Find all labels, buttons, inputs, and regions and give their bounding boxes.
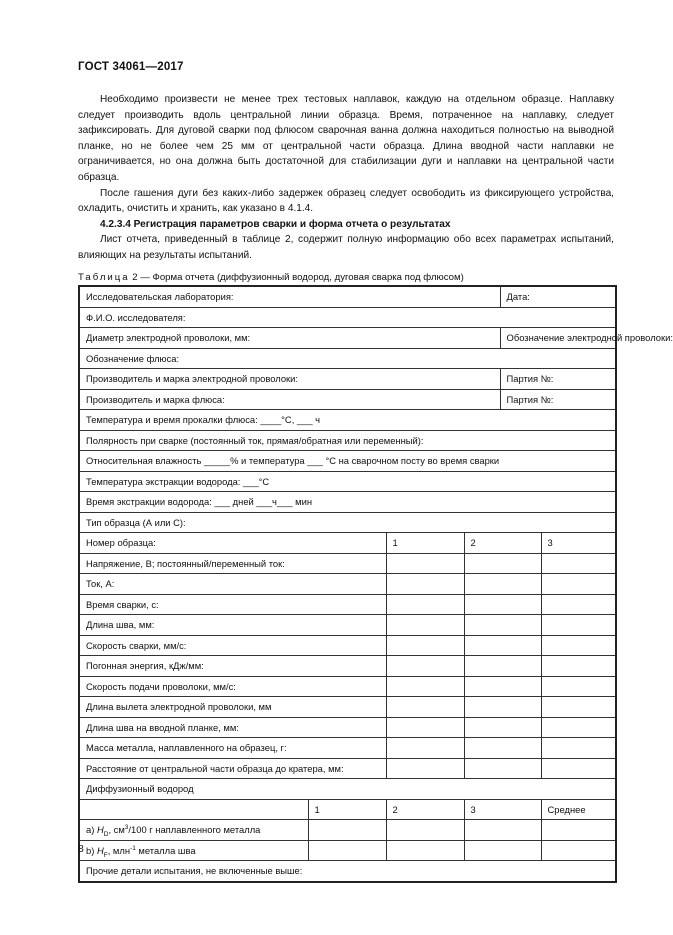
paragraph: Необходимо произвести не менее трех тестовых наплавок, каждую на отдельном образце. Наплавку следует производить вдоль центральной линии образца. Время, потраченное на наплавку, следует зафиксировать. Для дуговой сварки под флюсом сварочная ванна должна находиться полностью на выводной планке, но не более чем 25 мм от центральной части образца. Длина вводной части наплавки не ограничивается, но она должна быть достаточной для стабилизации дуги и наплавки на центральной части образца. [78, 94, 614, 183]
value-cell[interactable] [541, 574, 616, 595]
value-cell[interactable] [386, 635, 464, 656]
value-cell[interactable] [386, 574, 464, 595]
hd-prefix: а) [86, 824, 97, 836]
table-row [79, 286, 616, 307]
hd-rest: /100 г наплавленного металла [128, 824, 261, 836]
paragraph: Лист отчета, приведенный в таблице 2, содержит полную информацию обо всех параметрах испытаний, влияющих на результаты испытаний. [78, 234, 614, 261]
field-flux-maker[interactable]: Производитель и марка флюса: [79, 389, 500, 410]
field-wire-diameter[interactable]: Диаметр электродной проволоки, мм: [79, 328, 500, 349]
value-cell[interactable] [464, 676, 541, 697]
value-cell[interactable] [464, 635, 541, 656]
table-row [79, 656, 616, 677]
value-cell[interactable] [464, 738, 541, 759]
value-cell[interactable] [386, 697, 464, 718]
table-row [79, 615, 616, 636]
value-cell[interactable] [541, 820, 616, 841]
row-label: Скорость сварки, мм/с: [79, 635, 386, 656]
col-header: 3 [464, 799, 541, 820]
table-row [79, 553, 616, 574]
field-bake[interactable]: Температура и время прокалки флюса: ____°С, ___ ч [79, 410, 616, 431]
table-row [79, 676, 616, 697]
row-label: Масса металла, наплавленного на образец, г: [79, 738, 386, 759]
table-row [79, 512, 616, 533]
field-flux-designation[interactable]: Обозначение флюса: [79, 348, 616, 369]
table-row [79, 861, 616, 882]
col-header: Среднее [541, 799, 616, 820]
value-cell[interactable] [386, 717, 464, 738]
table-row [79, 635, 616, 656]
value-cell[interactable] [386, 615, 464, 636]
value-cell[interactable] [386, 758, 464, 779]
table-row [79, 533, 616, 554]
col-header: 3 [541, 533, 616, 554]
table-row [79, 574, 616, 595]
row-label: Время сварки, с: [79, 594, 386, 615]
document-header: ГОСТ 34061—2017 [78, 61, 184, 73]
field-extract-time[interactable]: Время экстракции водорода: ___ дней ___ч___ мин [79, 492, 616, 513]
value-cell[interactable] [308, 840, 386, 861]
value-cell[interactable] [541, 656, 616, 677]
hf-sup: -1 [130, 844, 136, 852]
col-header: 2 [386, 799, 464, 820]
value-cell[interactable] [464, 717, 541, 738]
value-cell[interactable] [386, 656, 464, 677]
value-cell[interactable] [464, 656, 541, 677]
col-header: 1 [308, 799, 386, 820]
hf-rest: металла шва [135, 844, 196, 856]
row-label: Длина вылета электродной проволоки, мм [79, 697, 386, 718]
hf-prefix: b) [86, 844, 97, 856]
caption-label: Таблица [78, 272, 130, 283]
field-sample-type[interactable]: Тип образца (А или С): [79, 512, 616, 533]
value-cell[interactable] [464, 615, 541, 636]
table-row [79, 307, 616, 328]
table-row [79, 799, 616, 820]
field-batch[interactable]: Партия №: [500, 369, 616, 390]
table-row [79, 697, 616, 718]
diffusible-hydrogen-label: Диффузионный водород [79, 779, 616, 800]
row-label: Погонная энергия, кДж/мм: [79, 656, 386, 677]
hd-symbol: H [96, 824, 104, 836]
value-cell[interactable] [464, 820, 541, 841]
caption-text: 2 — Форма отчета (диффузионный водород, дуговая сварка под флюсом) [132, 272, 464, 283]
value-cell[interactable] [541, 676, 616, 697]
table-row [79, 820, 616, 841]
value-cell[interactable] [541, 635, 616, 656]
table-row [79, 758, 616, 779]
table-row [79, 738, 616, 759]
blank-cell [79, 799, 308, 820]
field-humidity[interactable]: Относительная влажность _____% и температура ___ °С на сварочном посту во время сварки [79, 451, 616, 472]
section-heading: 4.2.3.4 Регистрация параметров сварки и форма отчета о результатах [100, 218, 451, 230]
value-cell[interactable] [386, 676, 464, 697]
hd-unit: , см [108, 824, 125, 836]
table-row [79, 779, 616, 800]
col-header: 2 [464, 533, 541, 554]
field-wire-maker[interactable]: Производитель и марка электродной проволоки: [79, 369, 500, 390]
body-text [78, 92, 614, 264]
field-batch[interactable]: Партия №: [500, 389, 616, 410]
row-label-hf [79, 840, 308, 861]
row-label: Напряжение, В; постоянный/переменный ток: [79, 553, 386, 574]
table-row [79, 389, 616, 410]
table-row [79, 410, 616, 431]
hd-sub: D [103, 831, 109, 839]
row-label: Ток, А: [79, 574, 386, 595]
value-cell[interactable] [541, 840, 616, 861]
table-row [79, 348, 616, 369]
table-row [79, 492, 616, 513]
field-wire-designation[interactable]: Обозначение электродной проволоки: [500, 328, 616, 349]
value-cell[interactable] [386, 738, 464, 759]
table-row [79, 717, 616, 738]
value-cell[interactable] [464, 840, 541, 861]
value-cell[interactable] [541, 615, 616, 636]
value-cell[interactable] [386, 553, 464, 574]
value-cell[interactable] [464, 697, 541, 718]
table-row [79, 471, 616, 492]
sample-number-label: Номер образца: [79, 533, 386, 554]
table-row [79, 840, 616, 861]
value-cell[interactable] [541, 717, 616, 738]
hf-unit: , млн [107, 844, 131, 856]
row-label: Длина шва на вводной планке, мм: [79, 717, 386, 738]
value-cell[interactable] [541, 758, 616, 779]
hf-symbol: H [96, 844, 104, 856]
value-cell[interactable] [541, 738, 616, 759]
field-date[interactable]: Дата: [500, 286, 616, 307]
report-form-table [78, 285, 673, 883]
page-number: 8 [78, 843, 84, 855]
table-row [79, 451, 616, 472]
value-cell[interactable] [386, 840, 464, 861]
table-row [79, 594, 616, 615]
hd-sup: 3 [124, 824, 129, 832]
paragraph: После гашения дуги без каких-либо задержек образец следует освободить из фиксирующего устройства, охладить, очистить и хранить, как указано в 4.1.4. [78, 187, 614, 215]
field-fio[interactable]: Ф.И.О. исследователя: [79, 307, 616, 328]
field-extract-temp[interactable]: Температура экстракции водорода: ___°С [79, 471, 616, 492]
value-cell[interactable] [386, 820, 464, 841]
row-label: Скорость подачи проволоки, мм/с: [79, 676, 386, 697]
value-cell[interactable] [464, 594, 541, 615]
table-caption [78, 272, 464, 283]
value-cell[interactable] [541, 697, 616, 718]
col-header: 1 [386, 533, 464, 554]
table-row [79, 369, 616, 390]
value-cell[interactable] [541, 553, 616, 574]
row-label: Расстояние от центральной части образца до кратера, мм: [79, 758, 386, 779]
table-row [79, 328, 616, 349]
field-lab[interactable]: Исследовательская лаборатория: [79, 286, 500, 307]
hf-sub: F [103, 851, 108, 859]
table-row [79, 430, 616, 451]
value-cell[interactable] [464, 574, 541, 595]
value-cell[interactable] [308, 820, 386, 841]
field-polarity[interactable]: Полярность при сварке (постоянный ток, прямая/обратная или переменный): [79, 430, 616, 451]
row-label-hd [79, 820, 308, 841]
value-cell[interactable] [541, 594, 616, 615]
value-cell[interactable] [464, 553, 541, 574]
row-label: Длина шва, мм: [79, 615, 386, 636]
value-cell[interactable] [386, 594, 464, 615]
value-cell[interactable] [464, 758, 541, 779]
field-other[interactable]: Прочие детали испытания, не включенные выше: [79, 861, 616, 882]
